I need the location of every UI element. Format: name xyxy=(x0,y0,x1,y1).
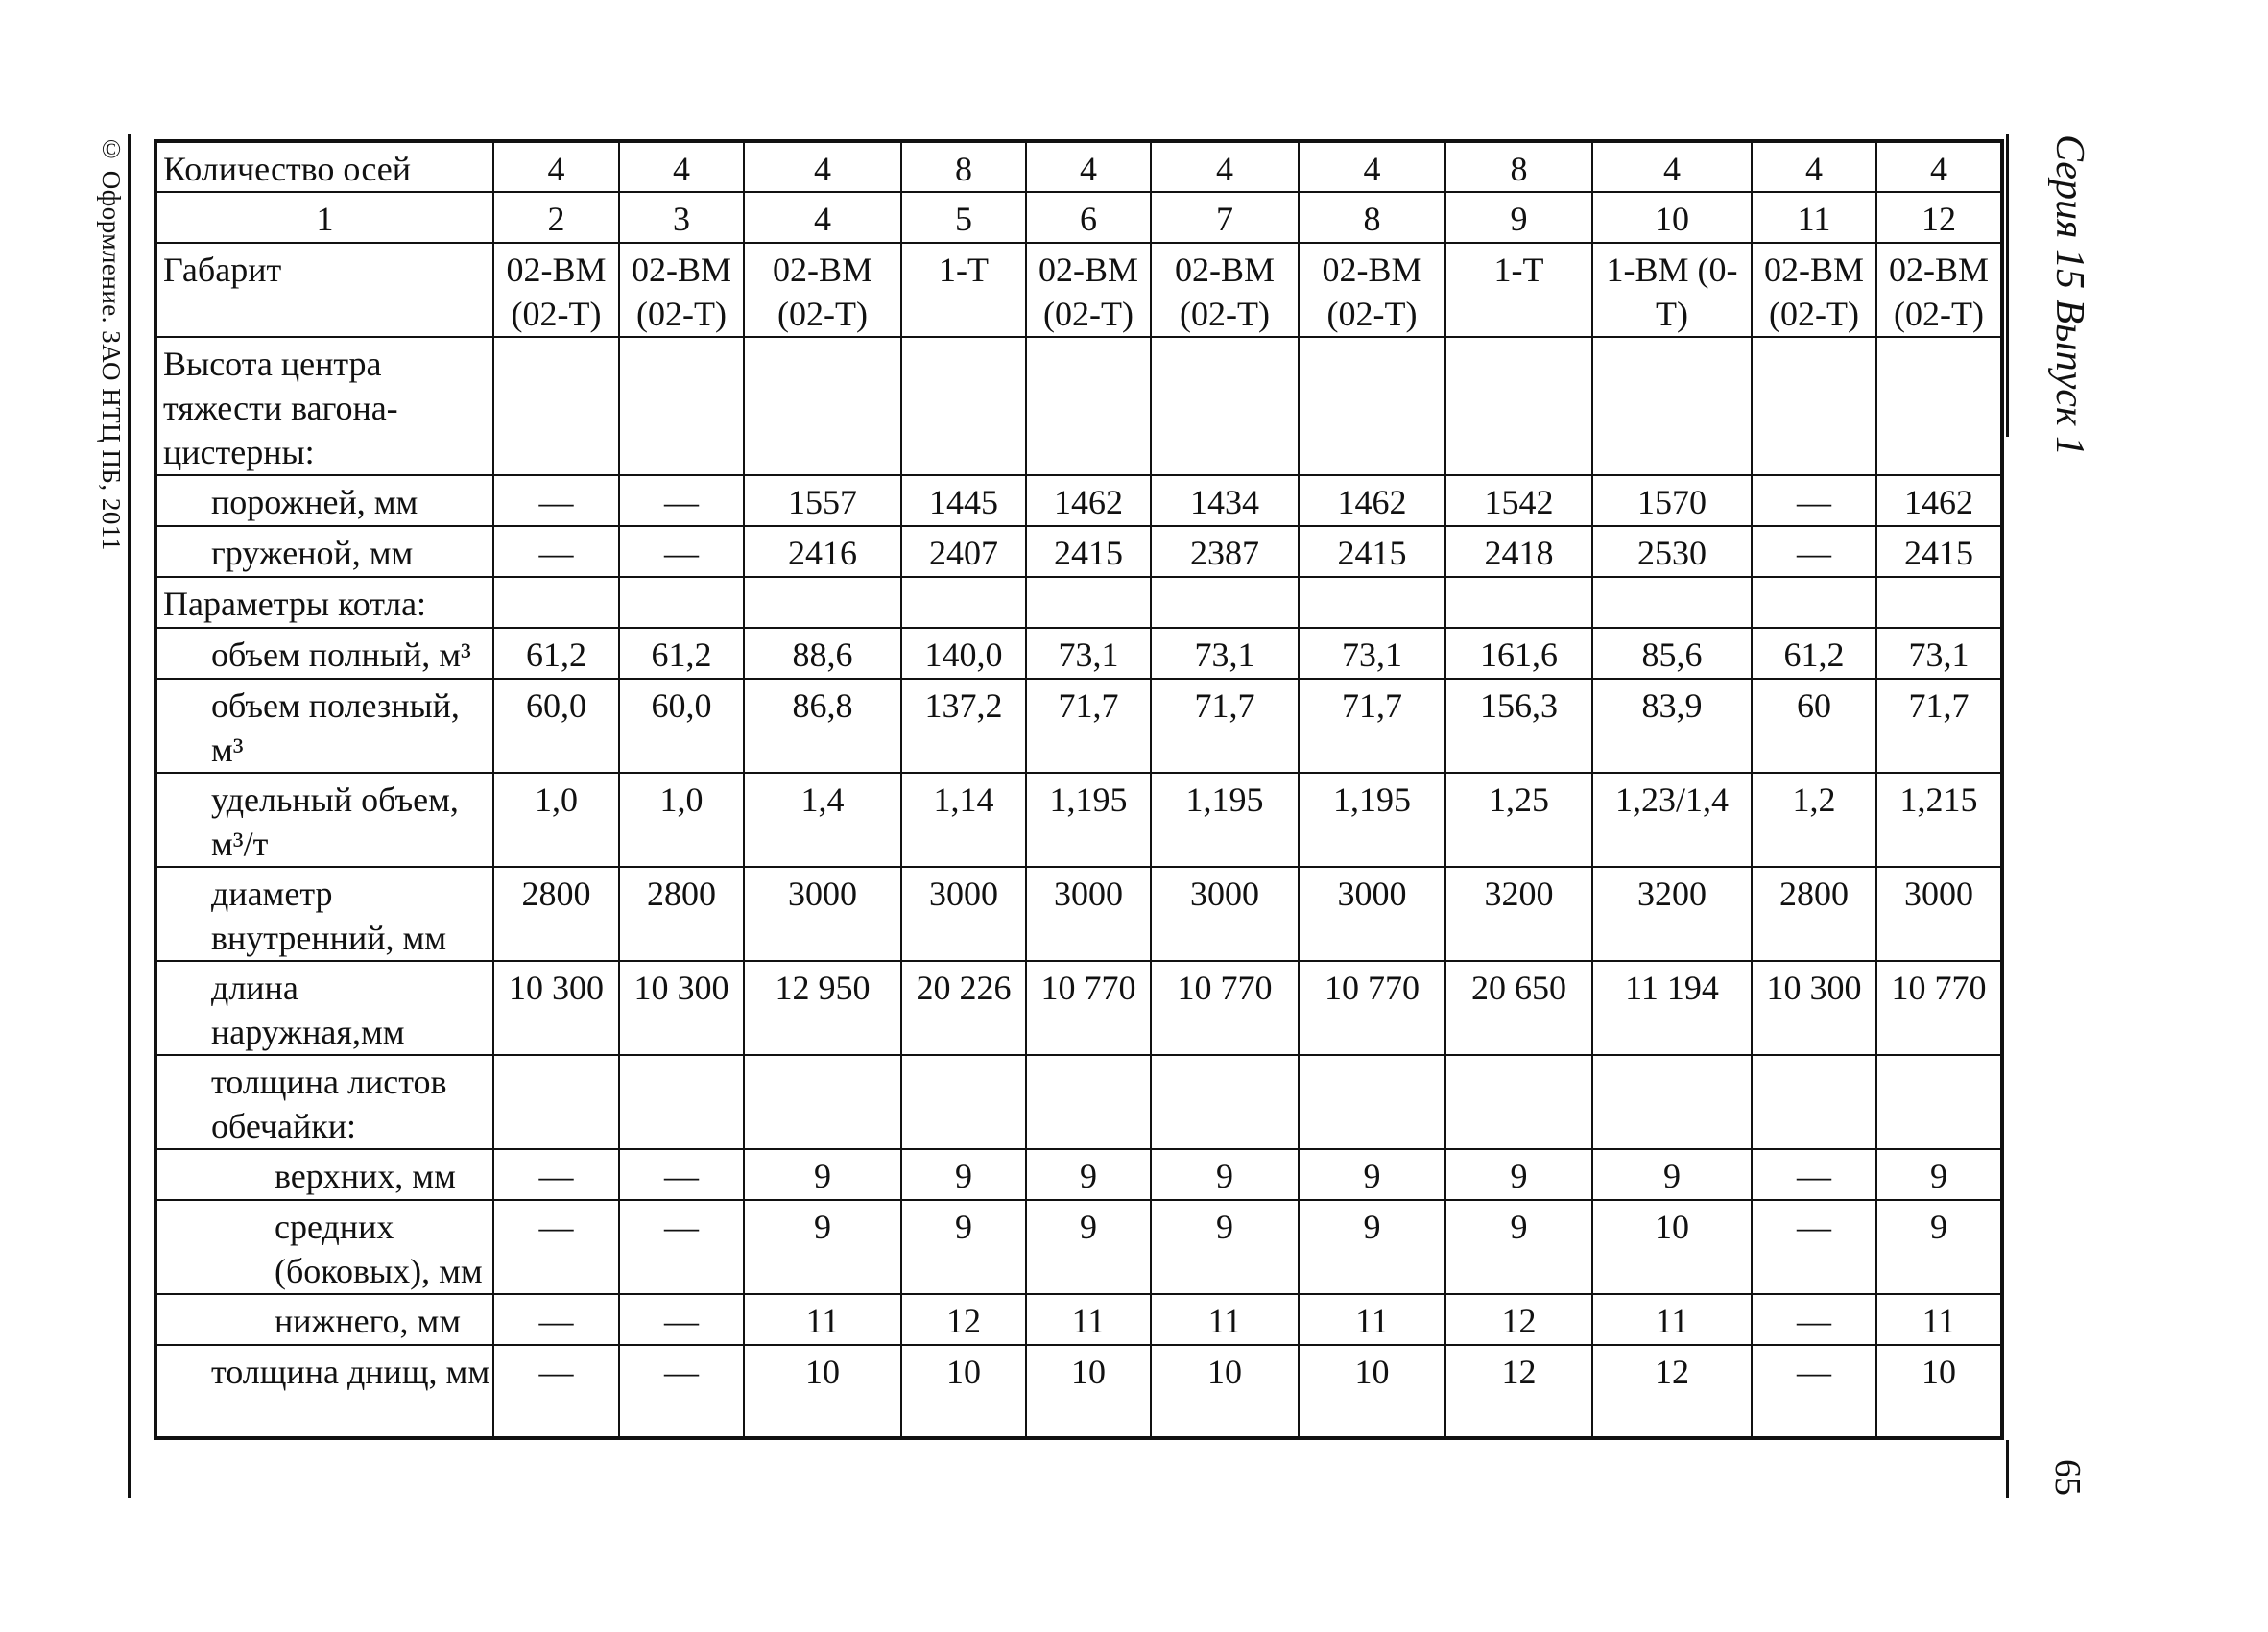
table-cell: 3000 xyxy=(1299,867,1445,961)
row-label: диаметр внутренний, мм xyxy=(155,867,493,961)
table-cell: 11 xyxy=(1592,1294,1752,1345)
right-margin-rule-top xyxy=(2006,134,2009,437)
table-cell: — xyxy=(493,1200,619,1294)
table-cell xyxy=(1151,1055,1299,1149)
table-cell: 02-ВМ (02-Т) xyxy=(744,243,901,337)
table-row xyxy=(155,1294,2002,1345)
table-cell: — xyxy=(493,1149,619,1200)
table-cell: 02-ВМ (02-Т) xyxy=(1299,243,1445,337)
column-number-cell: 5 xyxy=(901,192,1026,243)
table-cell: 10 xyxy=(1151,1345,1299,1438)
table-cell xyxy=(744,337,901,475)
table-cell: 4 xyxy=(1752,141,1876,192)
table-cell: 12 xyxy=(1592,1345,1752,1438)
row-label: толщина днищ, мм xyxy=(155,1345,493,1438)
table-cell: 9 xyxy=(1026,1149,1151,1200)
table-cell: — xyxy=(493,475,619,526)
table-cell: 02-ВМ (02-Т) xyxy=(1026,243,1151,337)
table-cell: 1,2 xyxy=(1752,773,1876,867)
table-cell: 9 xyxy=(1445,1200,1592,1294)
table-cell: 83,9 xyxy=(1592,679,1752,773)
table-cell: 1445 xyxy=(901,475,1026,526)
table-cell: 10 xyxy=(744,1345,901,1438)
row-label: длина наружная,мм xyxy=(155,961,493,1055)
table-cell: 71,7 xyxy=(1026,679,1151,773)
table-cell: 3000 xyxy=(744,867,901,961)
table-cell: 02-ВМ (02-Т) xyxy=(1151,243,1299,337)
table-cell: — xyxy=(619,1200,744,1294)
table-cell: 10 300 xyxy=(493,961,619,1055)
table-cell: 1570 xyxy=(1592,475,1752,526)
table-cell xyxy=(1445,577,1592,628)
table-cell: 2407 xyxy=(901,526,1026,577)
table-cell: 73,1 xyxy=(1026,628,1151,679)
table-cell xyxy=(1592,337,1752,475)
table-cell: 4 xyxy=(619,141,744,192)
table-cell: — xyxy=(619,1149,744,1200)
table-cell: 1,0 xyxy=(493,773,619,867)
table-cell: 10 xyxy=(1876,1345,2002,1438)
table-cell xyxy=(619,577,744,628)
table-cell: 1462 xyxy=(1299,475,1445,526)
table-row xyxy=(155,243,2002,337)
table-cell: 4 xyxy=(1592,141,1752,192)
table-cell: 4 xyxy=(1026,141,1151,192)
table-cell xyxy=(1299,337,1445,475)
table-cell: 10 xyxy=(1026,1345,1151,1438)
table-cell: 1,25 xyxy=(1445,773,1592,867)
table-cell: 8 xyxy=(1445,141,1592,192)
row-label: толщина листов обечайки: xyxy=(155,1055,493,1149)
table-cell: — xyxy=(1752,1294,1876,1345)
table-cell: 12 xyxy=(1445,1294,1592,1345)
table-cell: 20 226 xyxy=(901,961,1026,1055)
table-cell: 2416 xyxy=(744,526,901,577)
table-cell: 10 300 xyxy=(1752,961,1876,1055)
table-cell: 9 xyxy=(1299,1200,1445,1294)
table-cell: 1,195 xyxy=(1299,773,1445,867)
row-label: Количество осей xyxy=(155,141,493,192)
table-cell: 86,8 xyxy=(744,679,901,773)
row-label: порожней, мм xyxy=(155,475,493,526)
table-cell: 3200 xyxy=(1592,867,1752,961)
table-cell: 1462 xyxy=(1026,475,1151,526)
tank-car-parameters-table xyxy=(154,139,2004,1440)
table-cell: 9 xyxy=(901,1149,1026,1200)
table-cell: 02-ВМ (02-Т) xyxy=(493,243,619,337)
table-cell: 1,195 xyxy=(1026,773,1151,867)
column-number-cell: 7 xyxy=(1151,192,1299,243)
table-cell: — xyxy=(1752,526,1876,577)
table-cell: 9 xyxy=(1151,1149,1299,1200)
table-cell: — xyxy=(493,526,619,577)
table-cell xyxy=(901,1055,1026,1149)
table-cell: — xyxy=(1752,1345,1876,1438)
table-cell: 11 xyxy=(1876,1294,2002,1345)
table-cell: 137,2 xyxy=(901,679,1026,773)
table-cell: 4 xyxy=(1151,141,1299,192)
table-cell: 140,0 xyxy=(901,628,1026,679)
table-row xyxy=(155,628,2002,679)
table-row xyxy=(155,1345,2002,1438)
page-number: 65 xyxy=(2047,1459,2088,1496)
table-cell: 9 xyxy=(1592,1149,1752,1200)
table-cell: 11 xyxy=(1026,1294,1151,1345)
table-cell: — xyxy=(619,1294,744,1345)
table-cell xyxy=(1299,577,1445,628)
table-cell: 3200 xyxy=(1445,867,1592,961)
table-cell: 02-ВМ (02-Т) xyxy=(1752,243,1876,337)
table-cell xyxy=(744,577,901,628)
column-number-cell: 6 xyxy=(1026,192,1151,243)
table-cell: 10 xyxy=(1299,1345,1445,1438)
table-cell: 9 xyxy=(1151,1200,1299,1294)
column-number-cell: 4 xyxy=(744,192,901,243)
table-row xyxy=(155,337,2002,475)
table-cell: 10 300 xyxy=(619,961,744,1055)
table-cell xyxy=(1445,1055,1592,1149)
table-cell: 9 xyxy=(1445,1149,1592,1200)
table-cell: 10 770 xyxy=(1876,961,2002,1055)
table-cell xyxy=(1592,577,1752,628)
table-cell xyxy=(1876,577,2002,628)
table-cell: 9 xyxy=(901,1200,1026,1294)
table-cell: 60 xyxy=(1752,679,1876,773)
table-cell xyxy=(1752,577,1876,628)
table-cell: 1-Т xyxy=(1445,243,1592,337)
column-number-cell: 10 xyxy=(1592,192,1752,243)
table-row xyxy=(155,961,2002,1055)
table-cell: — xyxy=(619,1345,744,1438)
table-cell xyxy=(901,577,1026,628)
table-cell: 9 xyxy=(1299,1149,1445,1200)
table-cell: 61,2 xyxy=(619,628,744,679)
left-margin-rule xyxy=(128,134,131,1498)
table-cell: 3000 xyxy=(901,867,1026,961)
table-cell: 60,0 xyxy=(493,679,619,773)
table-cell xyxy=(1151,577,1299,628)
table-cell: — xyxy=(619,475,744,526)
row-label: удельный объем, м³/т xyxy=(155,773,493,867)
table-cell xyxy=(493,1055,619,1149)
series-title: Серия 15 Выпуск 1 xyxy=(2047,134,2091,456)
table-cell: 8 xyxy=(901,141,1026,192)
table-cell: 88,6 xyxy=(744,628,901,679)
table-cell: 12 xyxy=(901,1294,1026,1345)
table-cell: 3000 xyxy=(1876,867,2002,961)
column-number-cell: 12 xyxy=(1876,192,2002,243)
table-cell: 10 770 xyxy=(1151,961,1299,1055)
row-label: нижнего, мм xyxy=(155,1294,493,1345)
table-row xyxy=(155,773,2002,867)
table-cell xyxy=(1026,577,1151,628)
table-cell: 71,7 xyxy=(1299,679,1445,773)
table-cell xyxy=(1876,1055,2002,1149)
table-cell xyxy=(619,337,744,475)
table-cell: 11 xyxy=(1151,1294,1299,1345)
right-margin-rule-bottom xyxy=(2006,1440,2009,1498)
table-cell: 10 xyxy=(1592,1200,1752,1294)
table-cell: 61,2 xyxy=(493,628,619,679)
table-cell: — xyxy=(493,1345,619,1438)
table-cell xyxy=(493,577,619,628)
table-row xyxy=(155,1055,2002,1149)
table-cell: 4 xyxy=(493,141,619,192)
table-cell: 2800 xyxy=(1752,867,1876,961)
table-cell: 2530 xyxy=(1592,526,1752,577)
table-cell: 9 xyxy=(744,1149,901,1200)
table-cell: 1,195 xyxy=(1151,773,1299,867)
table-cell: 1,23/1,4 xyxy=(1592,773,1752,867)
table-cell xyxy=(901,337,1026,475)
table-row xyxy=(155,141,2002,192)
table-cell xyxy=(1151,337,1299,475)
table-cell: 3000 xyxy=(1026,867,1151,961)
table-cell: 20 650 xyxy=(1445,961,1592,1055)
row-label: средних (боковых), мм xyxy=(155,1200,493,1294)
table-cell: — xyxy=(1752,475,1876,526)
table-cell: 10 770 xyxy=(1026,961,1151,1055)
table-cell: 156,3 xyxy=(1445,679,1592,773)
column-number-row xyxy=(155,192,2002,243)
table-cell: 11 xyxy=(1299,1294,1445,1345)
table-cell: 11 194 xyxy=(1592,961,1752,1055)
table-body xyxy=(155,141,2002,1438)
table-cell: 1-ВМ (0-Т) xyxy=(1592,243,1752,337)
table-cell xyxy=(1026,1055,1151,1149)
table-cell: 12 950 xyxy=(744,961,901,1055)
table-cell xyxy=(1752,337,1876,475)
table-cell xyxy=(744,1055,901,1149)
row-label: Параметры котла: xyxy=(155,577,493,628)
table-cell: 10 770 xyxy=(1299,961,1445,1055)
table-cell: 60,0 xyxy=(619,679,744,773)
table-row xyxy=(155,1200,2002,1294)
table-row xyxy=(155,867,2002,961)
table-cell: 9 xyxy=(1026,1200,1151,1294)
table-cell xyxy=(1299,1055,1445,1149)
column-number-cell: 9 xyxy=(1445,192,1592,243)
table-row xyxy=(155,679,2002,773)
table-cell: 1462 xyxy=(1876,475,2002,526)
table-cell: 71,7 xyxy=(1151,679,1299,773)
row-label: Габарит xyxy=(155,243,493,337)
table-cell: 1,4 xyxy=(744,773,901,867)
column-number-cell: 8 xyxy=(1299,192,1445,243)
table-cell: 2415 xyxy=(1876,526,2002,577)
table-cell xyxy=(1876,337,2002,475)
row-label: объем полный, м³ xyxy=(155,628,493,679)
table-cell: 161,6 xyxy=(1445,628,1592,679)
table-cell: 2800 xyxy=(493,867,619,961)
table-cell: 1,215 xyxy=(1876,773,2002,867)
table-cell: — xyxy=(1752,1149,1876,1200)
table-cell: 1,14 xyxy=(901,773,1026,867)
column-number-cell: 1 xyxy=(155,192,493,243)
table-cell: 2418 xyxy=(1445,526,1592,577)
table-row xyxy=(155,577,2002,628)
table-cell: — xyxy=(1752,1200,1876,1294)
column-number-cell: 11 xyxy=(1752,192,1876,243)
table-cell xyxy=(1592,1055,1752,1149)
table-cell: 9 xyxy=(1876,1200,2002,1294)
table-cell: 9 xyxy=(744,1200,901,1294)
table-cell: 1,0 xyxy=(619,773,744,867)
table-row xyxy=(155,1149,2002,1200)
row-label: объем полезный, м³ xyxy=(155,679,493,773)
table-cell: 9 xyxy=(1876,1149,2002,1200)
table-cell: 02-ВМ (02-Т) xyxy=(1876,243,2002,337)
column-number-cell: 2 xyxy=(493,192,619,243)
table-cell: 2387 xyxy=(1151,526,1299,577)
table-cell: 3000 xyxy=(1151,867,1299,961)
row-label: Высота центра тяжести вагона-цистерны: xyxy=(155,337,493,475)
table-cell xyxy=(619,1055,744,1149)
column-number-cell: 3 xyxy=(619,192,744,243)
table-cell: 02-ВМ (02-Т) xyxy=(619,243,744,337)
table-cell: 1542 xyxy=(1445,475,1592,526)
row-label: верхних, мм xyxy=(155,1149,493,1200)
table-cell: 1557 xyxy=(744,475,901,526)
table-cell: 85,6 xyxy=(1592,628,1752,679)
table-cell: 73,1 xyxy=(1299,628,1445,679)
table-cell: 4 xyxy=(1299,141,1445,192)
table-cell: 2415 xyxy=(1299,526,1445,577)
table-cell xyxy=(1445,337,1592,475)
table-cell: 71,7 xyxy=(1876,679,2002,773)
table-cell: 61,2 xyxy=(1752,628,1876,679)
table-cell: — xyxy=(619,526,744,577)
copyright-note: © Оформление. ЗАО НТЦ ПБ, 2011 xyxy=(97,134,126,551)
table-cell: 10 xyxy=(901,1345,1026,1438)
table-cell xyxy=(1752,1055,1876,1149)
table-cell xyxy=(1026,337,1151,475)
table-row xyxy=(155,526,2002,577)
table-cell xyxy=(493,337,619,475)
table-cell: 4 xyxy=(1876,141,2002,192)
table-cell: 4 xyxy=(744,141,901,192)
table-cell: 73,1 xyxy=(1151,628,1299,679)
table-cell: — xyxy=(493,1294,619,1345)
table-cell: 2800 xyxy=(619,867,744,961)
table-cell: 12 xyxy=(1445,1345,1592,1438)
table-cell: 73,1 xyxy=(1876,628,2002,679)
table-cell: 1-Т xyxy=(901,243,1026,337)
table-row xyxy=(155,475,2002,526)
table-cell: 1434 xyxy=(1151,475,1299,526)
table-cell: 2415 xyxy=(1026,526,1151,577)
row-label: груженой, мм xyxy=(155,526,493,577)
table-cell: 11 xyxy=(744,1294,901,1345)
